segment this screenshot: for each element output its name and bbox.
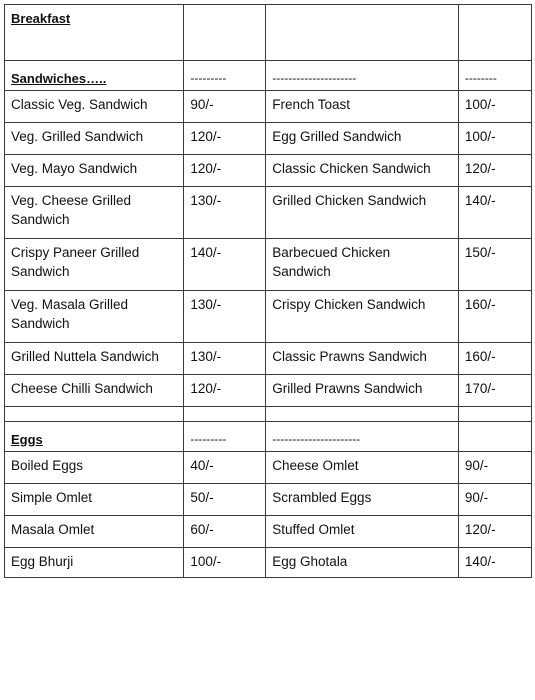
section-header-cell xyxy=(5,61,184,91)
item-price: 130/- xyxy=(184,343,266,375)
dash-placeholder: --------- xyxy=(184,61,266,91)
empty-cell xyxy=(266,5,459,61)
menu-table xyxy=(4,4,532,578)
item-name: Boiled Eggs xyxy=(5,452,184,484)
item-name: Classic Veg. Sandwich xyxy=(5,91,184,123)
item-price: 120/- xyxy=(458,516,531,548)
item-price: 50/- xyxy=(184,484,266,516)
item-price: 140/- xyxy=(458,548,531,578)
item-price: 160/- xyxy=(458,291,531,343)
eggs-header-row xyxy=(5,422,532,452)
section-header-cell xyxy=(5,422,184,452)
empty-cell xyxy=(184,5,266,61)
item-price: 140/- xyxy=(184,239,266,291)
item-price: 120/- xyxy=(458,155,531,187)
spacer-row xyxy=(5,407,532,422)
item-price: 100/- xyxy=(458,91,531,123)
menu-row xyxy=(5,91,532,123)
item-name: Crispy Chicken Sandwich xyxy=(266,291,459,343)
item-name: Veg. Cheese Grilled Sandwich xyxy=(5,187,184,239)
item-name: Classic Chicken Sandwich xyxy=(266,155,459,187)
item-name: Crispy Paneer Grilled Sandwich xyxy=(5,239,184,291)
title-row xyxy=(5,5,532,61)
empty-cell xyxy=(5,407,184,422)
menu-row xyxy=(5,291,532,343)
menu-row xyxy=(5,484,532,516)
item-name: Grilled Prawns Sandwich xyxy=(266,375,459,407)
menu-row xyxy=(5,123,532,155)
item-price: 120/- xyxy=(184,155,266,187)
item-name: Classic Prawns Sandwich xyxy=(266,343,459,375)
item-name: Cheese Omlet xyxy=(266,452,459,484)
item-price: 90/- xyxy=(184,91,266,123)
dash-placeholder: --------------------- xyxy=(266,61,459,91)
item-name: Egg Grilled Sandwich xyxy=(266,123,459,155)
item-name: Egg Ghotala xyxy=(266,548,459,578)
item-name: French Toast xyxy=(266,91,459,123)
menu-row xyxy=(5,343,532,375)
menu-title-cell xyxy=(5,5,184,61)
menu-body xyxy=(5,5,532,578)
item-name: Cheese Chilli Sandwich xyxy=(5,375,184,407)
item-price: 170/- xyxy=(458,375,531,407)
item-name: Barbecued Chicken Sandwich xyxy=(266,239,459,291)
empty-cell xyxy=(266,407,459,422)
item-name: Veg. Grilled Sandwich xyxy=(5,123,184,155)
menu-row xyxy=(5,155,532,187)
eggs-header: Eggs xyxy=(11,432,43,447)
empty-cell xyxy=(184,407,266,422)
item-name: Grilled Chicken Sandwich xyxy=(266,187,459,239)
item-name: Masala Omlet xyxy=(5,516,184,548)
empty-cell xyxy=(458,5,531,61)
dash-placeholder: --------- xyxy=(184,422,266,452)
item-price: 120/- xyxy=(184,375,266,407)
item-name: Grilled Nuttela Sandwich xyxy=(5,343,184,375)
menu-title: Breakfast xyxy=(11,11,71,26)
sandwiches-header-row xyxy=(5,61,532,91)
item-price: 160/- xyxy=(458,343,531,375)
empty-cell xyxy=(458,407,531,422)
item-price: 120/- xyxy=(184,123,266,155)
item-price: 60/- xyxy=(184,516,266,548)
item-price: 130/- xyxy=(184,187,266,239)
item-price: 100/- xyxy=(458,123,531,155)
item-name: Egg Bhurji xyxy=(5,548,184,578)
item-price: 40/- xyxy=(184,452,266,484)
item-name: Scrambled Eggs xyxy=(266,484,459,516)
dash-placeholder: ---------------------- xyxy=(266,422,459,452)
item-price: 100/- xyxy=(184,548,266,578)
menu-row xyxy=(5,548,532,578)
menu-row xyxy=(5,375,532,407)
menu-row xyxy=(5,516,532,548)
item-price: 90/- xyxy=(458,484,531,516)
empty-cell xyxy=(458,422,531,452)
item-price: 130/- xyxy=(184,291,266,343)
menu-row xyxy=(5,187,532,239)
menu-row xyxy=(5,239,532,291)
item-name: Stuffed Omlet xyxy=(266,516,459,548)
item-price: 90/- xyxy=(458,452,531,484)
menu-row xyxy=(5,452,532,484)
sandwiches-header: Sandwiches….. xyxy=(11,71,107,86)
item-name: Veg. Masala Grilled Sandwich xyxy=(5,291,184,343)
item-name: Veg. Mayo Sandwich xyxy=(5,155,184,187)
dash-placeholder: -------- xyxy=(458,61,531,91)
item-name: Simple Omlet xyxy=(5,484,184,516)
item-price: 150/- xyxy=(458,239,531,291)
item-price: 140/- xyxy=(458,187,531,239)
